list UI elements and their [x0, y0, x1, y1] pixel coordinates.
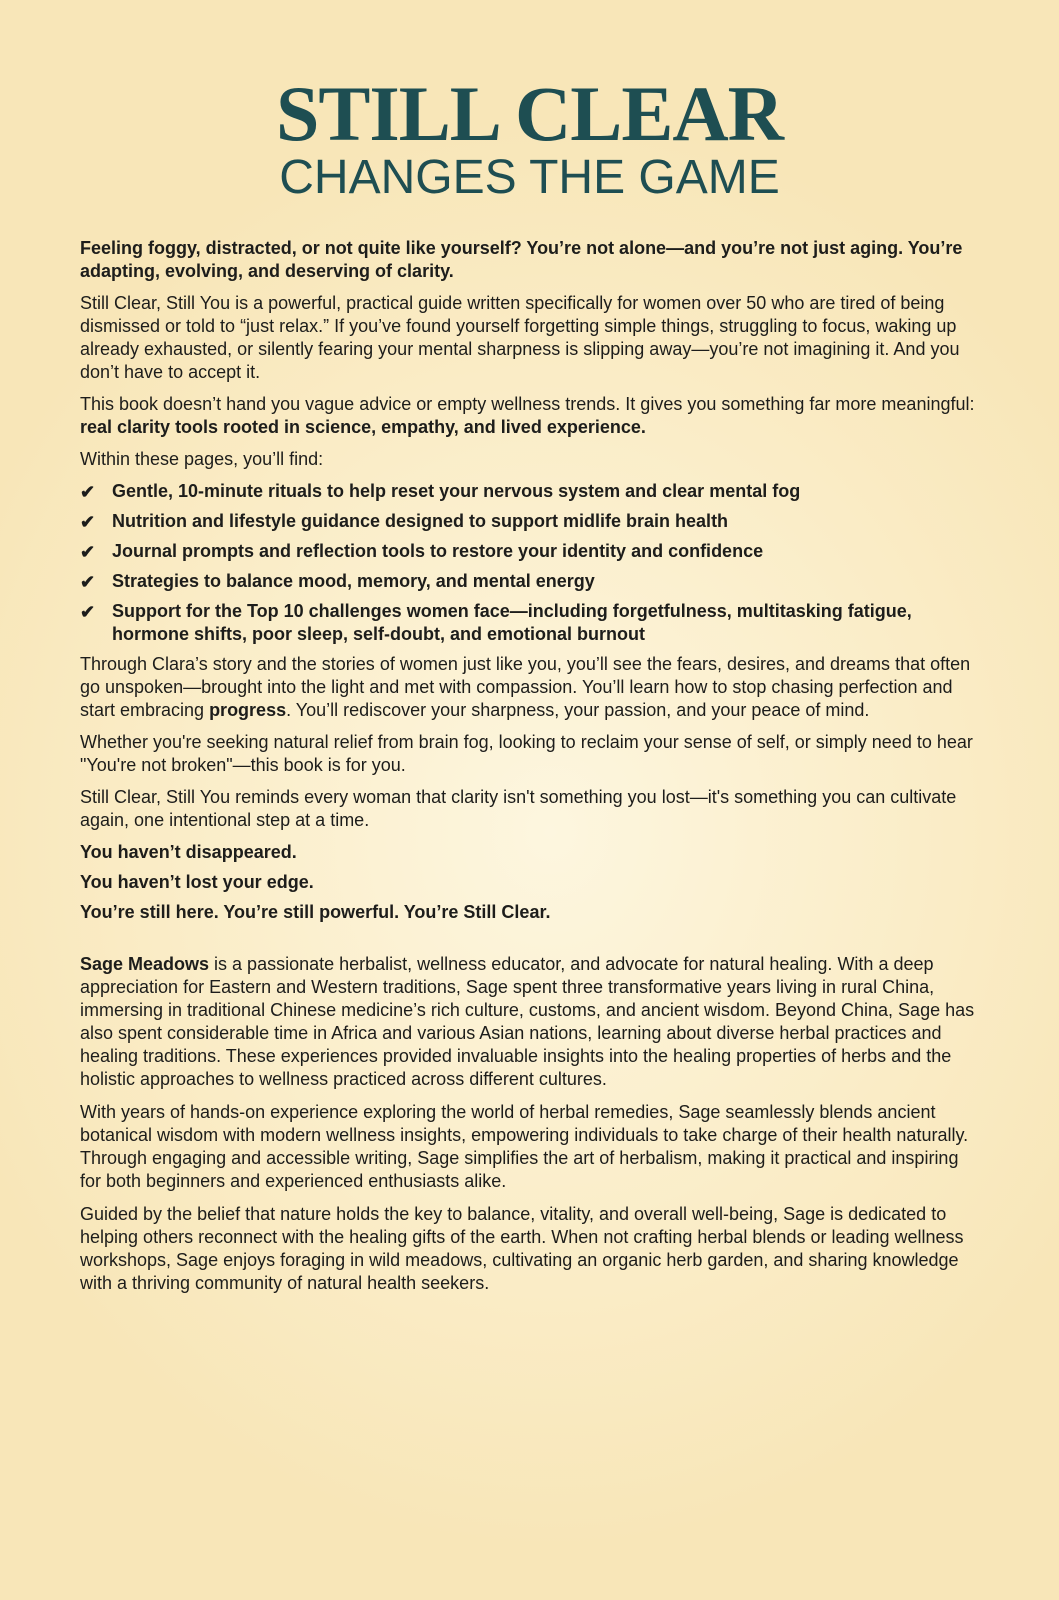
bio-paragraph-1-text: is a passionate herbalist, wellness educator, and advocate for natural healing. With a deep appreciation for Eastern and Western traditions, Sage spent three transformative years living in rural China, immersing in traditional Chinese medicine’s rich culture, customs, and ancient wisdom. Beyond China, Sage has also spent considerable time in Africa and various Asian nations, learning about diverse herbal practices and healing traditions. These experiences provided invaluable insights into the healing properties of herbs and the holistic approaches to wellness practiced across different cultures. [80, 954, 975, 1089]
checkmark-icon: ✔ [80, 542, 96, 562]
author-bio [80, 953, 979, 1295]
list-item-text: Nutrition and lifestyle guidance designed to support midlife brain health [112, 511, 729, 531]
checkmark-icon: ✔ [80, 572, 96, 592]
paragraph-2-lead: This book doesn’t hand you vague advice or empty wellness trends. It gives you something far more meaningful: [80, 394, 975, 414]
list-item-text: Support for the Top 10 challenges women face—including forgetfulness, multitasking fatigue, hormone shifts, poor sleep, self-doubt, and emotional burnout [112, 601, 912, 644]
paragraph-2 [80, 393, 979, 439]
paragraph-3 [80, 653, 979, 722]
checkmark-icon: ✔ [80, 602, 96, 622]
list-item-text: Strategies to balance mood, memory, and mental energy [112, 571, 595, 591]
list-item [80, 510, 979, 533]
paragraph-3-lead: Through Clara’s story and the stories of women just like you, you’ll see the fears, desires, and dreams that often go unspoken—brought into the light and met with compassion. You’ll learn how to stop chasing perfection and start embracing [80, 654, 971, 720]
blurb [80, 237, 979, 1295]
closing-line: You haven’t lost your edge. [80, 872, 314, 892]
list-item [80, 540, 979, 563]
paragraph-1: Still Clear, Still You is a powerful, practical guide written specifically for women over 50 who are tired of being dismissed or told to “just relax.” If you’ve found yourself forgetting simple things, struggling to focus, waking up already exhausted, or silently fearing your mental sharpness is slipping away—you’re not imagining it. And you don’t have to accept it. [80, 293, 960, 382]
closing-lines [80, 841, 979, 924]
book-title: STILL CLEAR [275, 70, 784, 157]
closing-line: You’re still here. You’re still powerful. You’re Still Clear. [80, 902, 551, 922]
bio-paragraph-3: Guided by the belief that nature holds the key to balance, vitality, and overall well-being, Sage is dedicated to helping others reconnect with the healing gifts of the earth. When not crafting herbal blends or leading wellness workshops, Sage enjoys foraging in wild meadows, cultivating an organic herb garden, and sharing knowledge with a thriving community of natural health seekers. [80, 1204, 964, 1293]
title-block [80, 0, 979, 204]
feature-checklist [80, 480, 979, 646]
paragraph-2-bold: real clarity tools rooted in science, empathy, and lived experience. [80, 417, 646, 437]
list-item [80, 600, 979, 646]
list-item-text: Journal prompts and reflection tools to restore your identity and confidence [112, 541, 764, 561]
book-subtitle: CHANGES THE GAME [279, 151, 780, 204]
list-item [80, 480, 979, 503]
bio-paragraph-2: With years of hands-on experience exploring the world of herbal remedies, Sage seamlessly blends ancient botanical wisdom with modern wellness insights, empowering individuals to take charge of their health naturally. Through engaging and accessible writing, Sage simplifies the art of herbalism, making it practical and inspiring for both beginners and experienced enthusiasts alike. [80, 1102, 969, 1191]
paragraph-3-tail: . You’ll rediscover your sharpness, your passion, and your peace of mind. [286, 700, 870, 720]
paragraph-5: Still Clear, Still You reminds every woman that clarity isn't something you lost—it's something you can cultivate again, one intentional step at a time. [80, 787, 957, 830]
list-item [80, 570, 979, 593]
closing-line: You haven’t disappeared. [80, 842, 297, 862]
list-item-text: Gentle, 10-minute rituals to help reset your nervous system and clear mental fog [112, 481, 801, 501]
bio-paragraph-1 [80, 953, 979, 1091]
paragraph-4: Whether you're seeking natural relief from brain fog, looking to reclaim your sense of self, or simply need to hear "You're not broken"—this book is for you. [80, 732, 973, 775]
checkmark-icon: ✔ [80, 482, 96, 502]
list-intro: Within these pages, you’ll find: [80, 449, 324, 469]
checkmark-icon: ✔ [80, 512, 96, 532]
paragraph-3-bold: progress [209, 700, 287, 720]
author-name: Sage Meadows [80, 954, 210, 974]
intro-paragraph: Feeling foggy, distracted, or not quite like yourself? You’re not alone—and you’re not just aging. You’re adapting, evolving, and deserving of clarity. [80, 238, 963, 281]
